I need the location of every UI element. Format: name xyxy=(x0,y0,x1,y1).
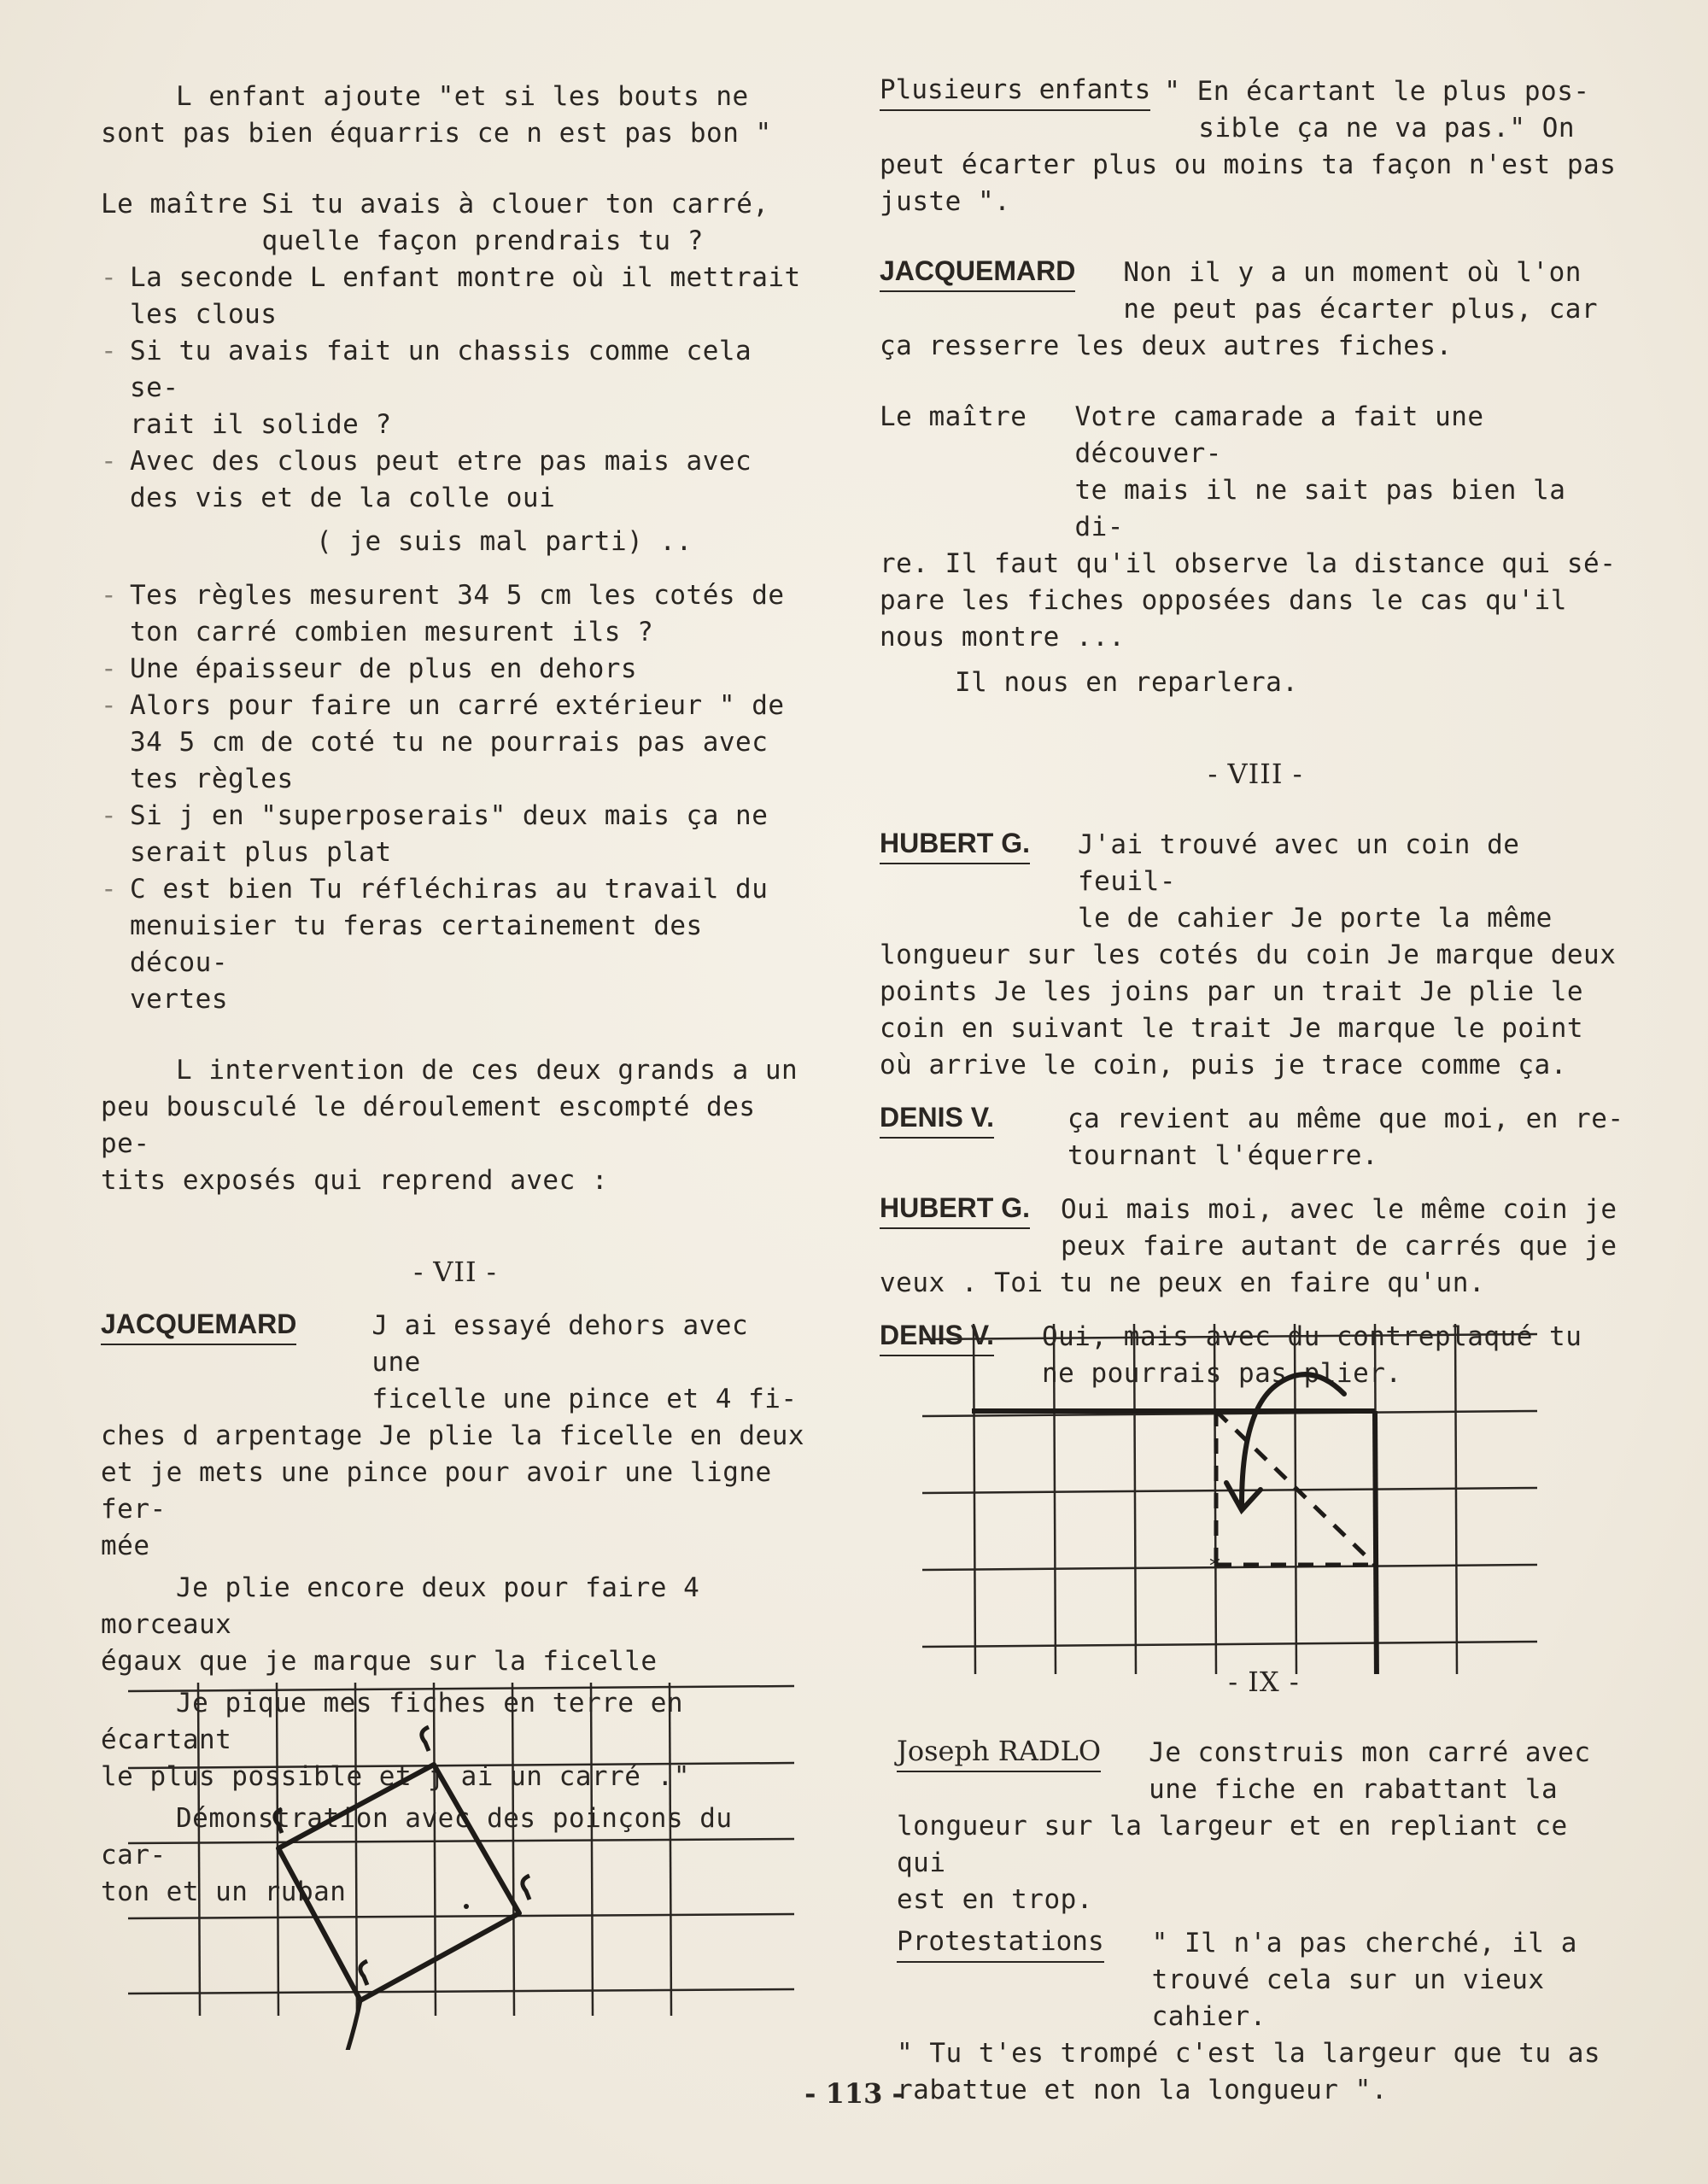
speech-jacquemard-2: JACQUEMARD Non il y a un moment où l'on ne peut pas écarter plus, car xyxy=(880,255,1599,325)
speech-hubert-2: HUBERT G. Oui mais moi, avec le même coin je peux faire autant de carrés que je xyxy=(880,1192,1617,1262)
teacher-question: Le maître Si tu avais à clouer ton carré, quelle façon prendrais tu ? xyxy=(101,186,810,260)
aside-note: ( je suis mal parti) .. xyxy=(316,526,693,557)
paragraph: Démonstration avec des poinçons du car- ton et un ruban xyxy=(101,1803,733,1907)
speaker-label: Joseph RADLO xyxy=(897,1735,1101,1772)
speech-protestations: Protestations " Il n'a pas cherché, il a trouvé cela sur un vieux cahier. xyxy=(897,1926,1577,2032)
list-item: - Une épaisseur de plus en dehors xyxy=(101,653,638,684)
speaker-label: JACQUEMARD xyxy=(101,1308,296,1345)
list-item: - Tes règles mesurent 34 5 cm les cotés de ton carré combien mesurent ils ? xyxy=(101,580,785,647)
right-column: Plusieurs enfants " En écartant le plus pos- sible ça ne va pas." On peut écarter plus ou moins ta façon n'est pas juste ". JACQUEMARD Non il y a un moment où l'on ne peut pas écarter plus, car ça resserre les deux autres fiches. Le maître Votre camarade a fait une découver- te mais il ne sait pas bien la di- re. Il faut qu'il observe la distance qui sé- pare les fiches opposées dans le cas qu'il nous montre ... Il nous en reparlera. - VIII - HUBERT G. J'ai trouvé avec un coin de feuil- le de cahier Je porte la même longueur sur les cotés du coin Je marque deux points Je les joins par un trait Je plie le coin en suivant le trait Je marque le point où arrive le coin, puis je trace comme ça. DENIS V. ça revient au même que moi, en re- tournant l'équerre. HUBERT G. Oui mais moi, avec le même coin je peux faire autant de carrés que je veux . Toi tu ne peux en faire qu'un. DENIS V. Oui, mais avec du contreplaqué tu ne pourrais pas plier. xyxy=(880,73,1631,1392)
section-heading: - VIII - xyxy=(1208,758,1303,790)
speaker-label: DENIS V. xyxy=(880,1319,994,1356)
paragraph-intervention: L intervention de ces deux grands a un peu bousculé le déroulement escompté des pe- tits exposés qui reprend avec : xyxy=(101,1055,798,1196)
speaker-label: DENIS V. xyxy=(880,1101,994,1139)
section-heading: - VII - xyxy=(413,1256,497,1288)
paragraph: Je plie encore deux pour faire 4 morceaux égaux que je marque sur la ficelle xyxy=(101,1572,700,1677)
list-item: - Avec des clous peut etre pas mais avec des vis et de la colle oui xyxy=(101,446,752,513)
speaker-label: Plusieurs enfants xyxy=(880,73,1150,111)
speech-denis: DENIS V. ça revient au même que moi, en re- tournant l'équerre. xyxy=(880,1102,1624,1171)
paper-corner-drawing xyxy=(922,1315,1554,1674)
speaker-label: HUBERT G. xyxy=(880,827,1030,864)
list-item: - C est bien Tu réfléchiras au travail du menuisier tu feras certainement des décou- vertes xyxy=(101,874,769,1015)
speech-maitre: Le maître Votre camarade a fait une découver- te mais il ne sait pas bien la di- xyxy=(880,399,1631,546)
paragraph: Il nous en reparlera. xyxy=(955,667,1299,698)
svg-text:*: * xyxy=(1209,1554,1220,1579)
list-item: - Alors pour faire un carré extérieur " de 34 5 cm de coté tu ne pourrais pas avec tes règles xyxy=(101,690,785,794)
list-item: - La seconde L enfant montre où il mettrait les clous xyxy=(101,262,801,330)
string-square-drawing xyxy=(120,1666,803,2050)
speaker-label: HUBERT G. xyxy=(880,1192,1030,1229)
section-heading: - IX - xyxy=(1228,1666,1300,1698)
list-item: - Si tu avais fait un chassis comme cela se- rait il solide ? xyxy=(101,336,752,440)
speech-jacquemard: JACQUEMARD J ai essayé dehors avec une ficelle une pince et 4 fi- xyxy=(101,1309,798,1414)
right-column-bottom: - IX - Joseph RADLO Je construis mon carré avec une fiche en rabattant la longueur sur la largeur et en repliant ce qui est en trop. Protestations " Il n'a pas cherché, il a trouvé cela sur un vieux cahier. " Tu t'es trompé c'est la largeur que tu as rabattue et non la longueur ". xyxy=(897,1664,1631,2109)
speaker-label: Le maître xyxy=(101,189,249,220)
paragraph: Je pique mes fiches en terre en écartant le plus possible et j ai un carré ." xyxy=(101,1688,690,1792)
paragraph-child-adds: L enfant ajoute "et si les bouts ne sont pas bien équarris ce n est pas bon " xyxy=(101,81,772,149)
list-item: - Si j en "superposerais" deux mais ça ne serait plus plat xyxy=(101,800,769,868)
left-column: L enfant ajoute "et si les bouts ne sont pas bien équarris ce n est pas bon " Le maître Si tu avais à clouer ton carré, quelle façon prendrais tu ? - La seconde L enfant montre où il mettrait les clous - Si tu avais fait un chassis comme cela se- rait il solide ? - Avec des clous peut etre pas mais avec des vis et de la colle oui ( je suis mal parti) .. - Tes règles mesurent 34 5 cm les cotés de ton carré combien mesurent ils ? - Une épaisseur de plus en dehors - Alors pour faire un carré extérieur " de 34 5 cm de coté tu ne pourrais pas avec tes règles - Si j en "superposerais" deux mais ça ne serait plus plat - C est bien Tu réfléchiras au travail du menuisier tu feras certainement des décou- vertes L intervention de ces deux grands a un peu bousculé le déroulement escompté des pe- tits exposés qui reprend avec : - VII - JACQUEMARD J ai essayé dehors avec une ficelle une pince et 4 fi- ches d arpentage Je plie la ficelle en deux et je mets une pince pour avoir une ligne fer- mée Je plie encore deux pour faire 4 morceaux égaux que je marque sur la ficelle Je pique mes fiches en terre en écartant le plus possible et j ai un carré ." Démonstration avec des poinçons du car- ton et un ruban xyxy=(101,79,810,1911)
page-number: - 113 - xyxy=(804,2077,904,2110)
speech-denis-2: DENIS V. Oui, mais avec du contreplaqué tu ne pourrais pas plier. xyxy=(880,1320,1582,1389)
speech-joseph: Joseph RADLO Je construis mon carré avec une fiche en rabattant la xyxy=(897,1735,1591,1805)
speech-plusieurs: Plusieurs enfants " En écartant le plus pos- sible ça ne va pas." On xyxy=(880,74,1590,143)
speaker-label: JACQUEMARD xyxy=(880,255,1075,292)
speech-hubert: HUBERT G. J'ai trouvé avec un coin de feuil- le de cahier Je porte la même xyxy=(880,828,1553,934)
speaker-label: Le maître xyxy=(880,401,1027,432)
speaker-label: Protestations xyxy=(897,1925,1104,1963)
